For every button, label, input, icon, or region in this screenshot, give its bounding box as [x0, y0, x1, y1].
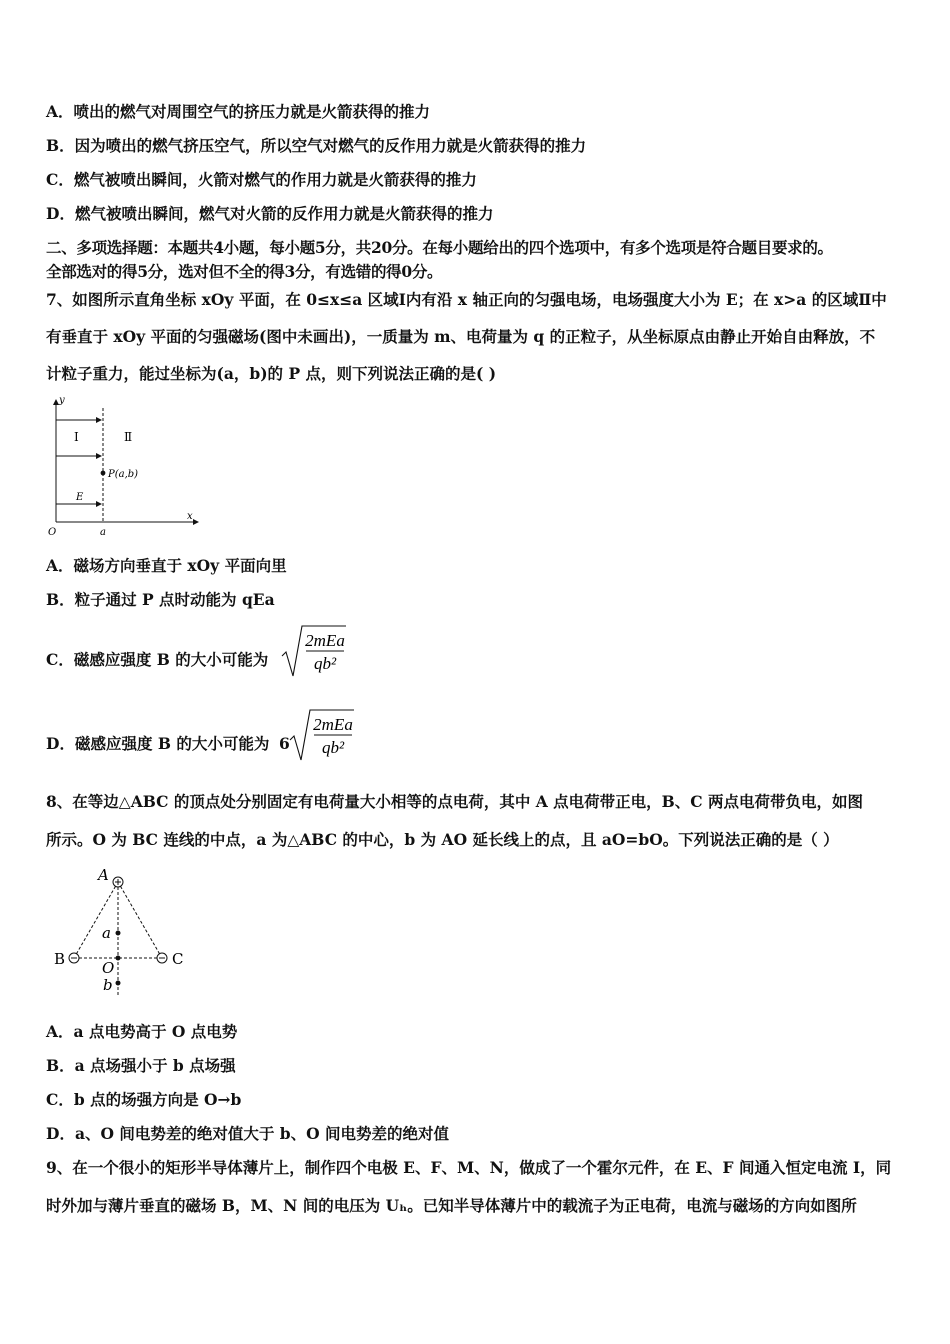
- q9-stem: [46, 1158, 908, 1216]
- point-o: [116, 956, 121, 961]
- q7-option-a: A．磁场方向垂直于 xOy 平面向里: [46, 556, 287, 575]
- x-label: x: [187, 511, 193, 522]
- q8-line1: 8、在等边△ABC 的顶点处分别固定有电荷量大小相等的点电荷，其中 A 点电荷带正电，B、C 两点电荷带负电，如图: [46, 792, 864, 811]
- q8-option-a: A．a 点电势高于 O 点电势: [46, 1022, 238, 1041]
- label-b-point: b: [103, 976, 113, 994]
- q7-option-d-coefficient: 6: [279, 734, 290, 753]
- a-label: a: [100, 527, 106, 538]
- y-label: y: [59, 395, 65, 406]
- q8-option-b: B．a 点场强小于 b 点场强: [46, 1056, 236, 1075]
- q9-line2: 时外加与薄片垂直的磁场 B，M、N 间的电压为 Uₕ。已知半导体薄片中的载流子为正电荷，电流与磁场的方向如图所: [46, 1196, 857, 1215]
- label-c-vertex: C: [172, 950, 184, 968]
- label-a-vertex: A: [98, 866, 109, 884]
- q8-figure: [46, 862, 196, 1002]
- side-ac: [118, 882, 162, 958]
- section2-line2: 全部选对的得5分，选对但不全的得3分，有选错的得0分。: [46, 262, 443, 281]
- q8-option-c: C．b 点的场强方向是 O→b: [46, 1090, 242, 1109]
- q7-option-d: D．磁感应强度 B 的大小可能为: [46, 734, 270, 753]
- q7-line3: 计粒子重力，能过坐标为(a，b)的 P 点，则下列说法正确的是( ): [46, 364, 497, 383]
- q7-figure: [40, 392, 210, 542]
- fraction-denominator: qb²: [321, 738, 345, 757]
- q7-stem: [46, 290, 908, 384]
- q6-option-d: D．燃气被喷出瞬间，燃气对火箭的反作用力就是火箭获得的推力: [46, 204, 494, 223]
- point-p-label: P(a,b): [108, 469, 139, 480]
- q8-stem: [46, 792, 908, 850]
- q6-option-c: C．燃气被喷出瞬间，火箭对燃气的作用力就是火箭获得的推力: [46, 170, 477, 189]
- fraction-numerator: 2mEa: [313, 715, 353, 734]
- q6-option-a: A．喷出的燃气对周围空气的挤压力就是火箭获得的推力: [46, 102, 431, 121]
- q9-line1: 9、在一个很小的矩形半导体薄片上，制作四个电极 E、F、M、N，做成了一个霍尔元件，在 E、F 间通入恒定电流 I，同: [46, 1158, 892, 1177]
- region-2-label: Ⅱ: [124, 430, 133, 444]
- q8-line2: 所示。O 为 BC 连线的中点，a 为△ABC 的中心，b 为 AO 延长线上的点，且 aO=bO。下列说法正确的是（ ）: [46, 830, 839, 849]
- side-ab: [74, 882, 118, 958]
- q7-option-b: B．粒子通过 P 点时动能为 qEa: [46, 590, 275, 609]
- q8-option-d: D．a、O 间电势差的绝对值大于 b、O 间电势差的绝对值: [46, 1124, 450, 1143]
- q7-line2: 有垂直于 xOy 平面的匀强磁场(图中未画出)，一质量为 m、电荷量为 q 的正粒子，从坐标原点由静止开始自由释放，不: [46, 327, 876, 346]
- label-a-center: a: [102, 924, 111, 942]
- q7-option-c-formula: [280, 622, 360, 680]
- field-e-label: E: [76, 492, 84, 503]
- q7-option-d-formula: [288, 706, 368, 764]
- section2-line1: 二、多项选择题：本题共4小题，每小题5分，共20分。在每小题给出的四个选项中，有多个选项是符合题目要求的。: [46, 238, 833, 257]
- point-b: [116, 981, 121, 986]
- q7-line1: 7、如图所示直角坐标 xOy 平面，在 0≤x≤a 区域Ⅰ内有沿 x 轴正向的匀强电场，电场强度大小为 E；在 x>a 的区域Ⅱ中: [46, 290, 887, 309]
- label-o: O: [102, 959, 115, 977]
- label-b-vertex: B: [54, 950, 66, 968]
- point-a: [116, 931, 121, 936]
- q7-option-c: C．磁感应强度 B 的大小可能为: [46, 650, 269, 669]
- origin-label: O: [48, 527, 57, 538]
- point-p: [101, 471, 106, 476]
- q6-option-b: B．因为喷出的燃气挤压空气，所以空气对燃气的反作用力就是火箭获得的推力: [46, 136, 587, 155]
- fraction-denominator: qb²: [313, 654, 337, 673]
- region-1-label: Ⅰ: [74, 430, 79, 444]
- fraction-numerator: 2mEa: [305, 631, 345, 650]
- section2-heading: [46, 238, 908, 282]
